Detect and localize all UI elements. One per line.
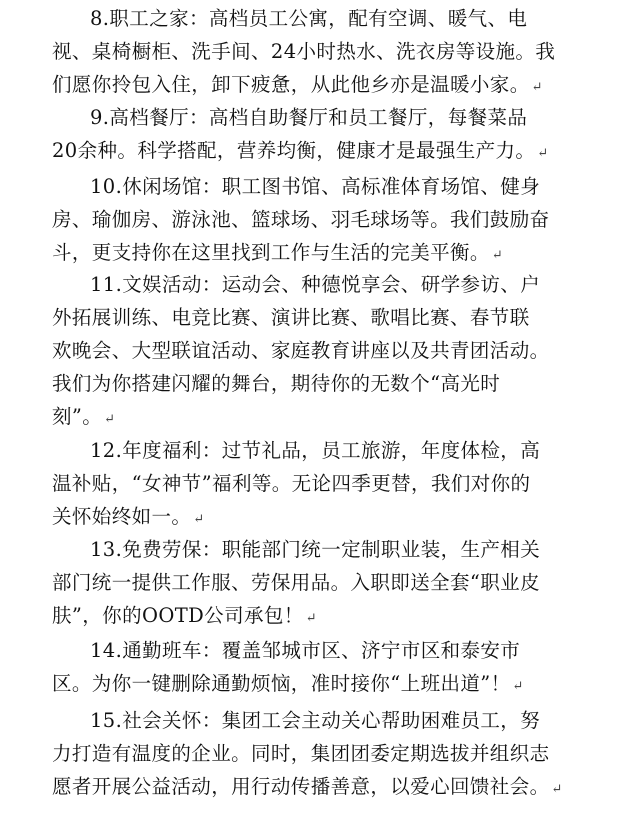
text-line: 14.通勤班车：覆盖邹城市区、济宁市区和泰安市 [90,639,521,662]
text-line: 斗，更支持你在这里找到工作与生活的完美平衡。 ↵ [52,241,504,264]
paragraph-entertainment [52,268,562,436]
paragraph-mark-icon: ↵ [193,512,205,527]
paragraph-shuttle-bus [52,634,562,703]
text-line: 20余种。科学搭配，营养均衡，健康才是最强生产力。 ↵ [52,139,549,162]
paragraph-mark-icon: ↵ [512,679,524,694]
text-line: 15.社会关怀：集团工会主动关心帮助困难员工，努 [90,709,541,732]
text-line: 8.职工之家：高档员工公寓，配有空调、暖气、电 [90,7,528,30]
paragraph-staff-home [52,2,562,104]
text-line: 力打造有温度的企业。同时，集团团委定期选拔并组织志 [52,742,550,765]
text-line: 温补贴，“女神节”福利等。无论四季更替，我们对你的 [52,472,531,495]
text-line: 关怀始终如一。 ↵ [52,505,205,528]
text-line: 房、瑜伽房、游泳池、篮球场、羽毛球场等。我们鼓励奋 [52,208,550,231]
text-line: 部门统一提供工作服、劳保用品。入职即送全套“职业皮 [52,571,540,594]
text-line: 肤”，你的OOTD公司承包！ ↵ [52,604,317,627]
paragraph-mark-icon: ↵ [491,248,504,263]
text-line: 10.休闲场馆：职工图书馆、高标准体育场馆、健身 [90,175,541,198]
text-line: 区。为你一键删除通勤烦恼，准时接你“上班出道”！ ↵ [52,672,524,695]
text-line: 欢晚会、大型联谊活动、家庭教育讲座以及共青团活动。 [52,339,550,362]
text-line: 12.年度福利：过节礼品，员工旅游，年度体检，高 [90,439,541,462]
paragraph-social-care [52,704,562,806]
paragraph-mark-icon: ↵ [537,146,549,161]
text-line: 视、桌椅橱柜、洗手间、24小时热水、洗衣房等设施。我 [52,40,556,63]
text-line: 13.免费劳保：职能部门统一定制职业装，生产相关 [90,538,541,561]
text-line: 愿者开展公益活动，用行动传播善意，以爱心回馈社会。 ↵ [52,775,563,798]
text-line: 刻”。 ↵ [52,405,116,428]
paragraph-mark-icon: ↵ [531,80,543,95]
paragraph-protective-gear [52,533,562,635]
paragraph-leisure-venues [52,170,562,272]
text-line: 外拓展训练、电竞比赛、演讲比赛、歌唱比赛、春节联 [52,306,530,329]
text-line: 11.文娱活动：运动会、种德悦享会、研学参访、户 [90,273,541,296]
text-line: 们愿你拎包入住，卸下疲惫，从此他乡亦是温暖小家。 ↵ [52,73,543,96]
paragraph-mark-icon: ↵ [551,782,563,797]
text-line: 9.高档餐厅：高档自助餐厅和员工餐厅，每餐菜品 [90,106,528,129]
paragraph-dining-hall [52,101,562,170]
text-line: 我们为你搭建闪耀的舞台，期待你的无数个“高光时 [52,372,501,395]
paragraph-mark-icon: ↵ [305,611,317,626]
paragraph-mark-icon: ↵ [104,412,116,427]
paragraph-annual-benefits [52,434,562,536]
